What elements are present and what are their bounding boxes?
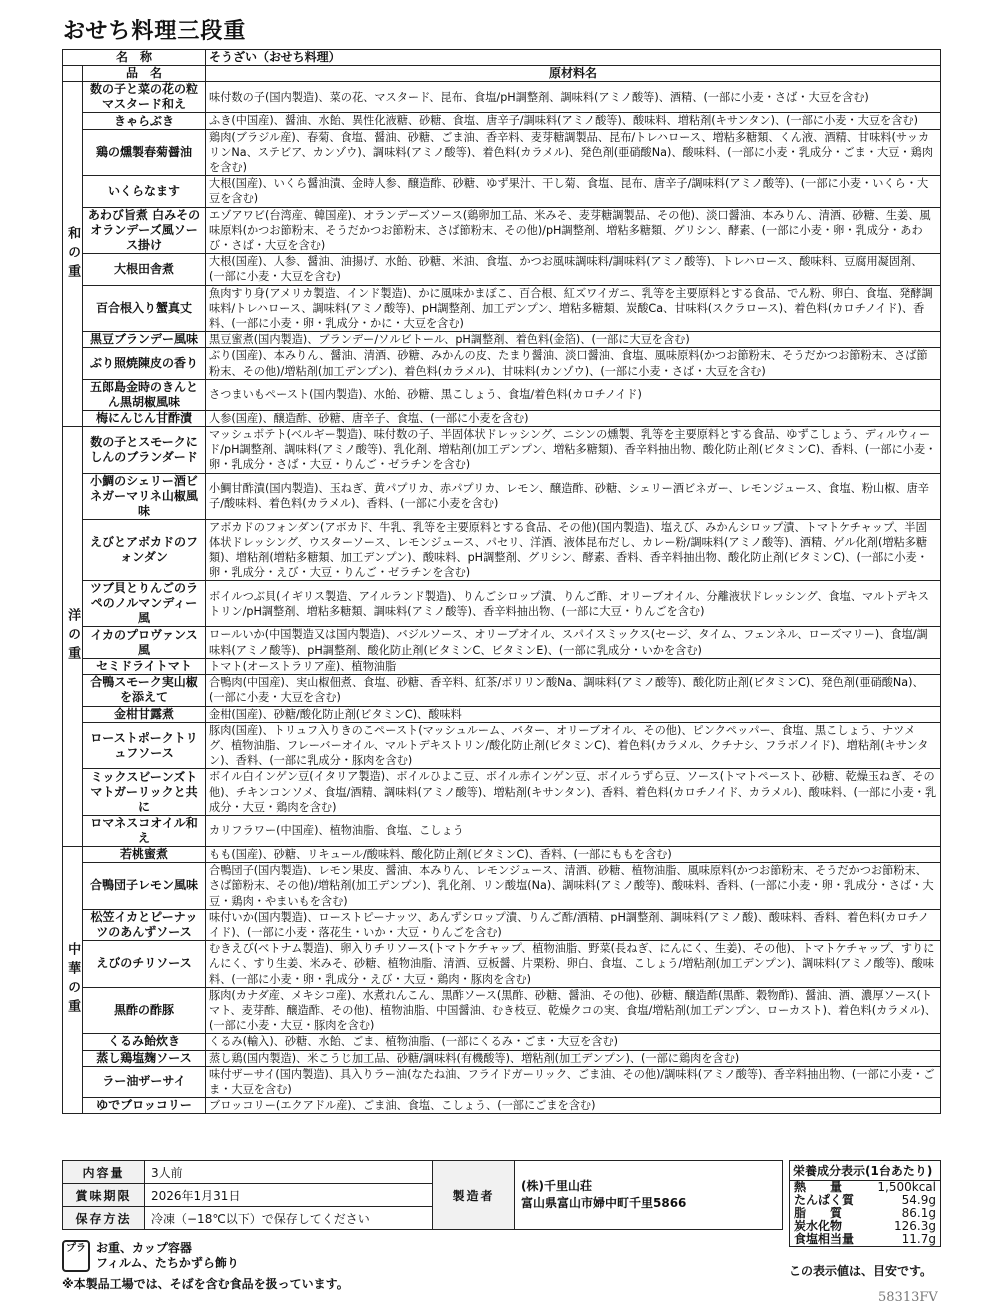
ingredient-row	[63, 379, 941, 410]
item-name: えびのチリソース	[83, 941, 206, 988]
item-name: ぶり照焼陳皮の香り	[83, 348, 206, 379]
ingredients-table	[62, 49, 941, 1114]
ingredient-row	[63, 815, 941, 846]
item-materials: 魚肉すり身(アメリカ製造、インド製造)、かに風味かまぼこ、百合根、紅ズワイガニ、乳等を主要原料とする食品、でん粉、卵白、食塩、発酵調味料/トレハロース、調味料(アミノ酸等)、pH調整剤、加工デンプン、増粘多糖類、炭酸Ca、甘味料(スクラロース)、着色料(カロチノイド)、香料、(一部に小麦・卵・乳成分・かに・大豆を含む)	[206, 285, 941, 332]
ingredient-row	[63, 410, 941, 426]
item-name: ツブ貝とりんごのラペのノルマンディー風	[83, 581, 206, 627]
ingredient-row	[63, 427, 941, 474]
item-name: 百合根入り蟹真丈	[83, 285, 206, 332]
item-name: 黒酢の酢豚	[83, 987, 206, 1034]
nutrition-note: この表示値は、目安です。	[789, 1264, 933, 1278]
ingredient-row	[63, 1034, 941, 1050]
item-materials: ボイルつぶ貝(イギリス製造、アイルランド製造)、りんごシロップ漬、りんご酢、オリーブオイル、分離液状ドレッシング、食塩、マルトデキストリン/pH調整剤、増粘多糖類、調味料(アミノ酸等)、香辛料抽出物、(一部に大豆・りんごを含む)	[206, 581, 941, 627]
factory-note: ※本製品工場では、そばを含む食品を扱っています。	[62, 1277, 349, 1291]
ingredient-row	[63, 519, 941, 581]
item-materials: もも(国産)、砂糖、リキュール/酸味料、酸化防止剤(ビタミンC)、香料、(一部にももを含む)	[206, 846, 941, 862]
ingredient-row	[63, 332, 941, 348]
ingredient-row	[63, 176, 941, 207]
nutrition-row	[790, 1233, 940, 1246]
ingredient-row	[63, 627, 941, 658]
item-name: 松笠イカとピーナッツのあんずソース	[83, 909, 206, 940]
item-name: 数の子とスモークにしんのブランダード	[83, 427, 206, 474]
recycle-mark	[62, 1240, 239, 1272]
ingredient-row	[63, 941, 941, 988]
item-name: 鶏の燻製春菊醤油	[83, 129, 206, 176]
item-name: 合鴨スモーク実山椒を添えて	[83, 675, 206, 706]
item-materials: さつまいもペースト(国内製造)、水飴、砂糖、黒こしょう、食塩/着色料(カロチノイド)	[206, 379, 941, 410]
maker-address: 富山県富山市婦中町千里5866	[521, 1196, 687, 1210]
item-label: 品 名	[83, 66, 206, 82]
materials-label: 原材料名	[206, 66, 941, 82]
item-name: くるみ飴炊き	[83, 1034, 206, 1050]
item-name: 若桃蜜煮	[83, 846, 206, 862]
category-cell	[63, 427, 83, 847]
nutrition-label: 熱 量	[794, 1180, 843, 1194]
category-cell	[63, 82, 83, 427]
ingredient-row	[63, 706, 941, 722]
product-code: 58313FV	[878, 1290, 938, 1305]
nutrition-label: 食塩相当量	[794, 1232, 855, 1246]
name-value: そうざい（おせち料理）	[206, 50, 941, 66]
item-materials: ブロッコリー(エクアドル産)、ごま油、食塩、こしょう、(一部にごまを含む)	[206, 1098, 941, 1114]
content-label: 内容量	[63, 1161, 145, 1184]
item-name: 金柑甘露煮	[83, 706, 206, 722]
item-materials: ぶり(国産)、本みりん、醤油、清酒、砂糖、みかんの皮、たまり醤油、淡口醤油、食塩、風味原料(かつお節粉末、そうだかつお節粉末、さば節粉末、その他)/増粘剤(加工デンプン)、着色料(カラメル)、甘味料(カンゾウ)、(一部に小麦・さば・大豆を含む)	[206, 348, 941, 379]
item-materials: 味付いか(国内製造)、ローストピーナッツ、あんずシロップ漬、りんご酢/酒精、pH調整剤、調味料(アミノ酸)、酸味料、香料、着色料(カロチノイド)、(一部に小麦・落花生・いか・大豆・りんごを含む)	[206, 909, 941, 940]
item-materials: ボイル白インゲン豆(イタリア製造)、ボイルひよこ豆、ボイル赤インゲン豆、ボイルうずら豆、ソース(トマトペースト、砂糖、乾燥玉ねぎ、その他)、チキンコンソメ、食塩/酒精、調味料(アミノ酸等)、増粘剤(キサンタン)、香料、着色料(カロチノイド、カラメル)、酸味料、(一部に小麦・乳成分・大豆・鶏肉を含む)	[206, 769, 941, 816]
item-materials: 合鴨肉(中国産)、実山椒佃煮、食塩、砂糖、香辛料、紅茶/ポリリン酸Na、調味料(アミノ酸等)、酸化防止剤(ビタミンC)、発色剤(亜硝酸Na)、(一部に小麦・大豆を含む)	[206, 675, 941, 706]
item-name: ローストポークトリュフソース	[83, 722, 206, 769]
ingredient-row	[63, 113, 941, 129]
ingredient-row	[63, 987, 941, 1034]
item-name: イカのプロヴァンス風	[83, 627, 206, 658]
item-name: 蒸し鶏塩麹ソース	[83, 1050, 206, 1066]
info-table	[62, 1160, 783, 1230]
nutrition-value: 11.7g	[901, 1232, 936, 1246]
item-materials: ロールいか(中国製造又は国内製造)、バジルソース、オリーブオイル、スパイスミックス(セージ、タイム、フェンネル、ローズマリー)、食塩/調味料(アミノ酸等)、pH調整剤、酸化防止剤(ビタミンC、ビタミンE)、(一部に乳成分・いかを含む)	[206, 627, 941, 658]
content-value: 3人前	[145, 1161, 433, 1184]
ingredient-row	[63, 722, 941, 769]
item-name: 梅にんじん甘酢漬	[83, 410, 206, 426]
item-name: ラー油ザーサイ	[83, 1066, 206, 1097]
best-before-value: 2026年1月31日	[145, 1184, 433, 1207]
item-name: 五郎島金時のきんとん黒胡椒風味	[83, 379, 206, 410]
item-materials: 味付数の子(国内製造)、菜の花、マスタード、昆布、食塩/pH調整剤、調味料(アミノ酸等)、酒精、(一部に小麦・さば・大豆を含む)	[206, 82, 941, 113]
nutrition-label: たんぱく質	[794, 1193, 855, 1207]
item-materials: ふき(中国産)、醤油、水飴、異性化液糖、砂糖、食塩、唐辛子/調味料(アミノ酸等)、酸味料、増粘剤(キサンタン)、(一部に小麦・大豆を含む)	[206, 113, 941, 129]
item-materials: くるみ(輸入)、砂糖、水飴、ごま、植物油脂、(一部にくるみ・ごま・大豆を含む)	[206, 1034, 941, 1050]
nutrition-value: 86.1g	[901, 1206, 936, 1220]
item-name: いくらなます	[83, 176, 206, 207]
maker-cell	[515, 1161, 783, 1230]
item-name: あわび旨煮 白みそのオランデーズ風ソース掛け	[83, 207, 206, 254]
item-materials: トマト(オーストラリア産)、植物油脂	[206, 658, 941, 674]
item-name: 小鯛のシェリー酒ビネガーマリネ山椒風味	[83, 473, 206, 519]
ingredient-row	[63, 473, 941, 519]
maker-label: 製造者	[433, 1161, 515, 1230]
nutrition-value: 126.3g	[894, 1219, 936, 1233]
item-name: ミックスビーンズトマトガーリックと共に	[83, 769, 206, 816]
item-name: えびとアボカドのフォンダン	[83, 519, 206, 581]
ingredient-row	[63, 1098, 941, 1114]
item-materials: マッシュポテト(ベルギー製造)、味付数の子、半固体状ドレッシング、ニシンの燻製、乳等を主要原料とする食品、ゆずこしょう、ディルウィード/pH調整剤、調味料(アミノ酸等)、乳化剤、増粘剤(加工デンプン、増粘多糖類)、香辛料抽出物、酸化防止剤(ビタミンC)、香料、(一部に小麦・卵・乳成分・さば・大豆・りんご・ゼラチンを含む)	[206, 427, 941, 474]
ingredient-row	[63, 846, 941, 862]
nutrition-box	[789, 1160, 941, 1247]
page-title: おせち料理三段重	[63, 19, 247, 44]
item-name: きゃらぶき	[83, 113, 206, 129]
item-materials: 小鯛甘酢漬(国内製造)、玉ねぎ、黄パプリカ、赤パプリカ、レモン、醸造酢、砂糖、シェリー酒ビネガー、レモンジュース、食塩、粉山椒、唐辛子/酸味料、着色料(カラメル)、香料、(一部に小麦を含む)	[206, 473, 941, 519]
item-name: ゆでブロッコリー	[83, 1098, 206, 1114]
nutrition-label: 炭水化物	[794, 1219, 843, 1233]
ingredient-row	[63, 207, 941, 254]
item-name: セミドライトマト	[83, 658, 206, 674]
item-materials: 大根(国産)、いくら醤油漬、金時人参、醸造酢、砂糖、ゆず果汁、干し菊、食塩、昆布、唐辛子/調味料(アミノ酸等)、(一部に小麦・いくら・大豆を含む)	[206, 176, 941, 207]
item-name: ロマネスコオイル和え	[83, 815, 206, 846]
storage-label: 保存方法	[63, 1207, 145, 1230]
item-materials: 豚肉(国産)、トリュフ入りきのこペースト(マッシュルーム、バター、オリーブオイル、その他)、ピンクペッパー、食塩、黒こしょう、ナツメグ、植物油脂、フレーバーオイル、マルトデキストリン/酸化防止剤(ビタミンC)、着色料(カラメル、クチナシ、フラボノイド)、増粘剤(キサンタン)、香料、(一部に乳成分・豚肉を含む)	[206, 722, 941, 769]
ingredient-row	[63, 1050, 941, 1066]
storage-value: 冷凍（−18℃以下）で保存してください	[145, 1207, 433, 1230]
item-materials: 鶏肉(ブラジル産)、春菊、食塩、醤油、砂糖、ごま油、香辛料、麦芽糖調製品、昆布/トレハロース、増粘多糖類、くん液、酒精、甘味料(サッカリンNa、ステビア、カンゾウ)、調味料(アミノ酸等)、着色料(カラメル)、発色剤(亜硝酸Na)、酸味料、(一部に小麦・乳成分・ごま・大豆・鶏肉を含む)	[206, 129, 941, 176]
item-materials: 人参(国産)、醸造酢、砂糖、唐辛子、食塩、(一部に小麦を含む)	[206, 410, 941, 426]
ingredient-row	[63, 769, 941, 816]
ingredient-row	[63, 675, 941, 706]
category-label: 中華の重	[65, 942, 81, 1019]
header-row	[63, 66, 941, 82]
ingredient-row	[63, 1066, 941, 1097]
recycle-line1: お重、カップ容器	[96, 1241, 192, 1255]
item-materials: エゾアワビ(台湾産、韓国産)、オランデーズソース(鶏卵加工品、米みそ、麦芽糖調製品、その他)、淡口醤油、本みりん、清酒、砂糖、生姜、風味原料(かつお節粉末、そうだかつお節粉末、さば節粉末、その他)/pH調整剤、増粘多糖類、グリシン、酵素、(一部に小麦・卵・乳成分・あわび・さば・大豆を含む)	[206, 207, 941, 254]
maker-name: (株)千里山荘	[521, 1179, 592, 1193]
item-name: 数の子と菜の花の粒マスタード和え	[83, 82, 206, 113]
nutrition-value: 54.9g	[901, 1193, 936, 1207]
name-row	[63, 50, 941, 66]
item-materials: 豚肉(カナダ産、メキシコ産)、水煮れんこん、黒酢ソース(黒酢、砂糖、醤油、その他)、砂糖、醸造酢(黒酢、穀物酢)、醤油、酒、濃厚ソース(トマト、麦芽酢、醸造酢、その他)、植物油脂、中国醤油、むき枝豆、乾燥クコの実、食塩/増粘剤(加工デンプン、ローカスト)、着色料(カラメル)、(一部に小麦・大豆・豚肉を含む)	[206, 987, 941, 1034]
ingredient-row	[63, 82, 941, 113]
item-materials: 金柑(国産)、砂糖/酸化防止剤(ビタミンC)、酸味料	[206, 706, 941, 722]
item-name: 合鴨団子レモン風味	[83, 863, 206, 910]
item-materials: カリフラワー(中国産)、植物油脂、食塩、こしょう	[206, 815, 941, 846]
ingredient-row	[63, 254, 941, 285]
ingredient-row	[63, 348, 941, 379]
ingredient-row	[63, 581, 941, 627]
ingredient-row	[63, 909, 941, 940]
item-name: 大根田舎煮	[83, 254, 206, 285]
nutrition-heading: 栄養成分表示(1台あたり)	[790, 1161, 940, 1181]
ingredient-row	[63, 129, 941, 176]
recycle-text	[96, 1241, 239, 1271]
item-materials: アボカドのフォンダン(アボカド、牛乳、乳等を主要原料とする食品、その他)(国内製造)、塩えび、みかんシロップ漬、トマトケチャップ、半固体状ドレッシング、ウスターソース、レモンジュース、パセリ、洋酒、液体昆布だし、カレー粉/調味料(アミノ酸等)、酒精、ゲル化剤(増粘多糖類)、増粘剤(増粘多糖類、加工デンプン)、酸味料、pH調整剤、グリシン、酵素、香料、香辛料抽出物、酸化防止剤(ビタミンC)、(一部に小麦・卵・乳成分・えび・大豆・りんご・ゼラチンを含む)	[206, 519, 941, 581]
nutrition-label: 脂 質	[794, 1206, 843, 1220]
ingredient-row	[63, 658, 941, 674]
plastic-recycle-icon: プラ	[62, 1240, 90, 1272]
best-before-label: 賞味期限	[63, 1184, 145, 1207]
category-label: 洋の重	[65, 607, 81, 665]
ingredient-row	[63, 285, 941, 332]
category-label: 和の重	[65, 225, 81, 283]
name-label: 名 称	[63, 50, 206, 66]
category-cell	[63, 846, 83, 1113]
item-name: 黒豆ブランデー風味	[83, 332, 206, 348]
recycle-line2: フィルム、たちかずら飾り	[96, 1256, 239, 1270]
item-materials: 味付ザーサイ(国内製造)、具入りラー油(なたね油、フライドガーリック、ごま油、その他)/調味料(アミノ酸等)、香辛料抽出物、(一部に小麦・ごま・大豆を含む)	[206, 1066, 941, 1097]
ingredient-row	[63, 863, 941, 910]
item-materials: 大根(国産)、人参、醤油、油揚げ、水飴、砂糖、米油、食塩、かつお風味調味料/調味料(アミノ酸等)、トレハロース、酸味料、豆腐用凝固剤、(一部に小麦・大豆を含む)	[206, 254, 941, 285]
item-materials: 合鴨団子(国内製造)、レモン果皮、醤油、本みりん、レモンジュース、清酒、砂糖、植物油脂、風味原料(かつお節粉末、そうだかつお節粉末、さば節粉末、その他)/増粘剤(加工デンプン)、乳化剤、リン酸塩(Na)、調味料(アミノ酸等)、酸味料、香料、(一部に小麦・卵・乳成分・さば・大豆・鶏肉・やまいもを含む)	[206, 863, 941, 910]
item-materials: むきえび(ベトナム製造)、卵入りチリソース(トマトケチャップ、植物油脂、野菜(長ねぎ、にんにく、生姜)、その他)、トマトケチャップ、すりにんにく、すり生姜、米みそ、砂糖、植物油脂、清酒、豆板醤、片栗粉、卵白、食塩、こしょう/増粘剤(加工デンプン)、調味料(アミノ酸等)、酸味料、(一部に小麦・卵・乳成分・えび・大豆・鶏肉・豚肉を含む)	[206, 941, 941, 988]
item-materials: 黒豆蜜煮(国内製造)、ブランデー/ソルビトール、pH調整剤、着色料(金箔)、(一部に大豆を含む)	[206, 332, 941, 348]
nutrition-value: 1,500kcal	[877, 1180, 936, 1194]
item-materials: 蒸し鶏(国内製造)、米こうじ加工品、砂糖/調味料(有機酸等)、増粘剤(加工デンプン)、(一部に鶏肉を含む)	[206, 1050, 941, 1066]
